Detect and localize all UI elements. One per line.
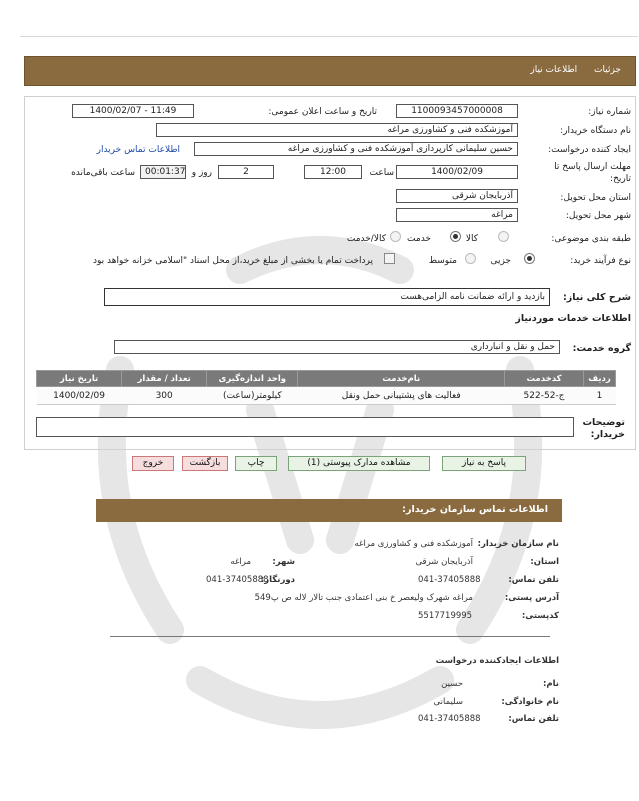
top-divider (20, 36, 638, 37)
process-radio-minor[interactable] (524, 253, 535, 264)
days-field: 2 (218, 165, 274, 179)
service-group-label: گروه خدمت: (572, 343, 631, 354)
creator-name-label: نام: (542, 679, 559, 689)
contact-org-label: نام سازمان خریدار: (477, 539, 559, 549)
deadline-time-label: ساعت (369, 168, 394, 178)
category-label: طبقه بندی موضوعی: (551, 234, 631, 244)
buyer-org-field: آموزشکده فنی و کشاورزی مراغه (156, 123, 518, 137)
announce-label: تاریخ و ساعت اعلان عمومی: (268, 107, 377, 117)
contact-fax-label: دورنگار: (260, 575, 295, 585)
buyer-notes-label (579, 417, 625, 441)
contact-phone-value: 041-37405888 (418, 575, 481, 585)
exit-button[interactable]: خروج (132, 456, 174, 471)
contact-province-label: استان: (530, 557, 559, 567)
category-option-goods-service: کالا/خدمت (346, 234, 386, 244)
category-option-goods: کالا (465, 234, 478, 244)
col-header-unit: واحد اندازه‌گیری (207, 371, 298, 387)
creator-info-heading: اطلاعات ایجادکننده درخواست (435, 656, 559, 666)
process-label: نوع فرآیند خرید: (570, 256, 631, 266)
contact-separator (110, 636, 550, 637)
general-desc-field: بازدید و ارائه ضمانت نامه الزامی‌هست (104, 288, 550, 306)
col-header-row: ردیف (584, 371, 616, 387)
creator-phone-value: 041-37405888 (418, 714, 481, 724)
contact-city-value: مراغه (230, 557, 251, 567)
general-desc-label: شرح کلی نیاز: (562, 292, 631, 303)
deadline-time-field: 12:00 (304, 165, 362, 179)
service-group-field: حمل و نقل و انبارداری (114, 340, 560, 354)
deadline-date-field: 1400/02/09 (396, 165, 518, 179)
contact-postal-label: کدپستی: (521, 611, 559, 621)
header-bar (24, 56, 636, 86)
contact-postal-value: 5517719995 (418, 611, 473, 621)
contact-city-label: شهر: (272, 557, 295, 567)
attachments-button[interactable]: مشاهده مدارک پیوستی (1) (288, 456, 430, 471)
contact-fax-value: 041-37405888 (206, 575, 269, 585)
creator-name-value: حسین (441, 679, 463, 689)
buyer-org-label: نام دستگاه خریدار: (560, 126, 631, 136)
services-info-heading: اطلاعات خدمات موردنیاز (515, 313, 631, 324)
category-option-service: خدمت (407, 234, 431, 244)
cell-qty: 300 (122, 387, 207, 405)
col-header-date: تاریخ نیاز (37, 371, 122, 387)
payment-checkbox[interactable] (384, 253, 395, 264)
contact-org-value: آموزشکده فنی و کشاورزی مراغه (354, 539, 473, 549)
province-label: استان محل تحویل: (560, 193, 631, 203)
contact-address-value: مراغه شهرک ولیعصر خ بنی اعتمادی جنب تالار لاله ص پ549 (254, 593, 473, 603)
creator-label: ایجاد کننده درخواست: (548, 145, 631, 155)
need-number-label: شماره نیاز: (588, 107, 631, 117)
cell-date: 1400/02/09 (37, 387, 122, 405)
back-button[interactable]: بازگشت (182, 456, 228, 471)
process-option-minor: جزیی (490, 256, 511, 266)
deadline-label (541, 161, 631, 185)
creator-family-value: سلیمانی (433, 697, 463, 707)
category-radio-goods-service[interactable] (390, 231, 401, 242)
remaining-time-field: 00:01:37 (140, 165, 186, 179)
col-header-code: کدخدمت (505, 371, 584, 387)
col-header-qty: تعداد / مقدار (122, 371, 207, 387)
announce-field: 1400/02/07 - 11:49 (72, 104, 194, 118)
contact-bar-title: اطلاعات تماس سازمان خریدار: (402, 504, 548, 515)
buyer-contact-link[interactable]: اطلاعات تماس خریدار (96, 145, 180, 155)
category-radio-service[interactable] (450, 231, 461, 242)
contact-address-label: آدرس پستی: (504, 593, 559, 603)
category-radio-goods[interactable] (498, 231, 509, 242)
creator-field: حسین سلیمانی کارپردازی آموزشکده فنی و کشاورزی مراغه (194, 142, 518, 156)
nav-details-link[interactable]: جزئیات (594, 65, 621, 75)
process-option-medium: متوسط (428, 256, 457, 266)
cell-unit: کیلومتر(ساعت) (207, 387, 298, 405)
contact-phone-label: تلفن تماس: (508, 575, 559, 585)
city-field: مراغه (396, 208, 518, 222)
print-button[interactable]: چاپ (235, 456, 277, 471)
col-header-name: نام‌خدمت (298, 371, 505, 387)
city-label: شهر محل تحویل: (565, 211, 631, 221)
contact-province-value: آذربایجان شرقی (415, 557, 473, 567)
reply-button[interactable]: پاسخ به نیاز (442, 456, 526, 471)
buyer-notes-field (36, 417, 574, 437)
days-label: روز و (191, 168, 212, 178)
deadline-label-text: مهلت ارسال پاسخ تا تاریخ: (554, 162, 631, 184)
cell-row: 1 (584, 387, 616, 405)
cell-name: فعالیت های پشتیبانی حمل ونقل (298, 387, 505, 405)
nav-info-link[interactable]: اطلاعات نیاز (530, 65, 578, 75)
table-row (37, 387, 616, 405)
remaining-label: ساعت باقی‌مانده (71, 168, 135, 178)
services-table (36, 370, 616, 405)
process-radio-medium[interactable] (465, 253, 476, 264)
creator-phone-label: تلفن تماس: (508, 714, 559, 724)
creator-family-label: نام خانوادگی: (501, 697, 559, 707)
province-field: آذربایجان شرقی (396, 189, 518, 203)
buyer-notes-label-text: توضیحات خریدار: (582, 417, 625, 440)
payment-note: پرداخت تمام یا بخشی از مبلغ خرید،از محل اسناد "اسلامی خزانه خواهد بود (92, 256, 373, 266)
cell-code: ج-52-522 (505, 387, 584, 405)
contact-info-bar (96, 499, 562, 522)
need-number-field: 1100093457000008 (396, 104, 518, 118)
